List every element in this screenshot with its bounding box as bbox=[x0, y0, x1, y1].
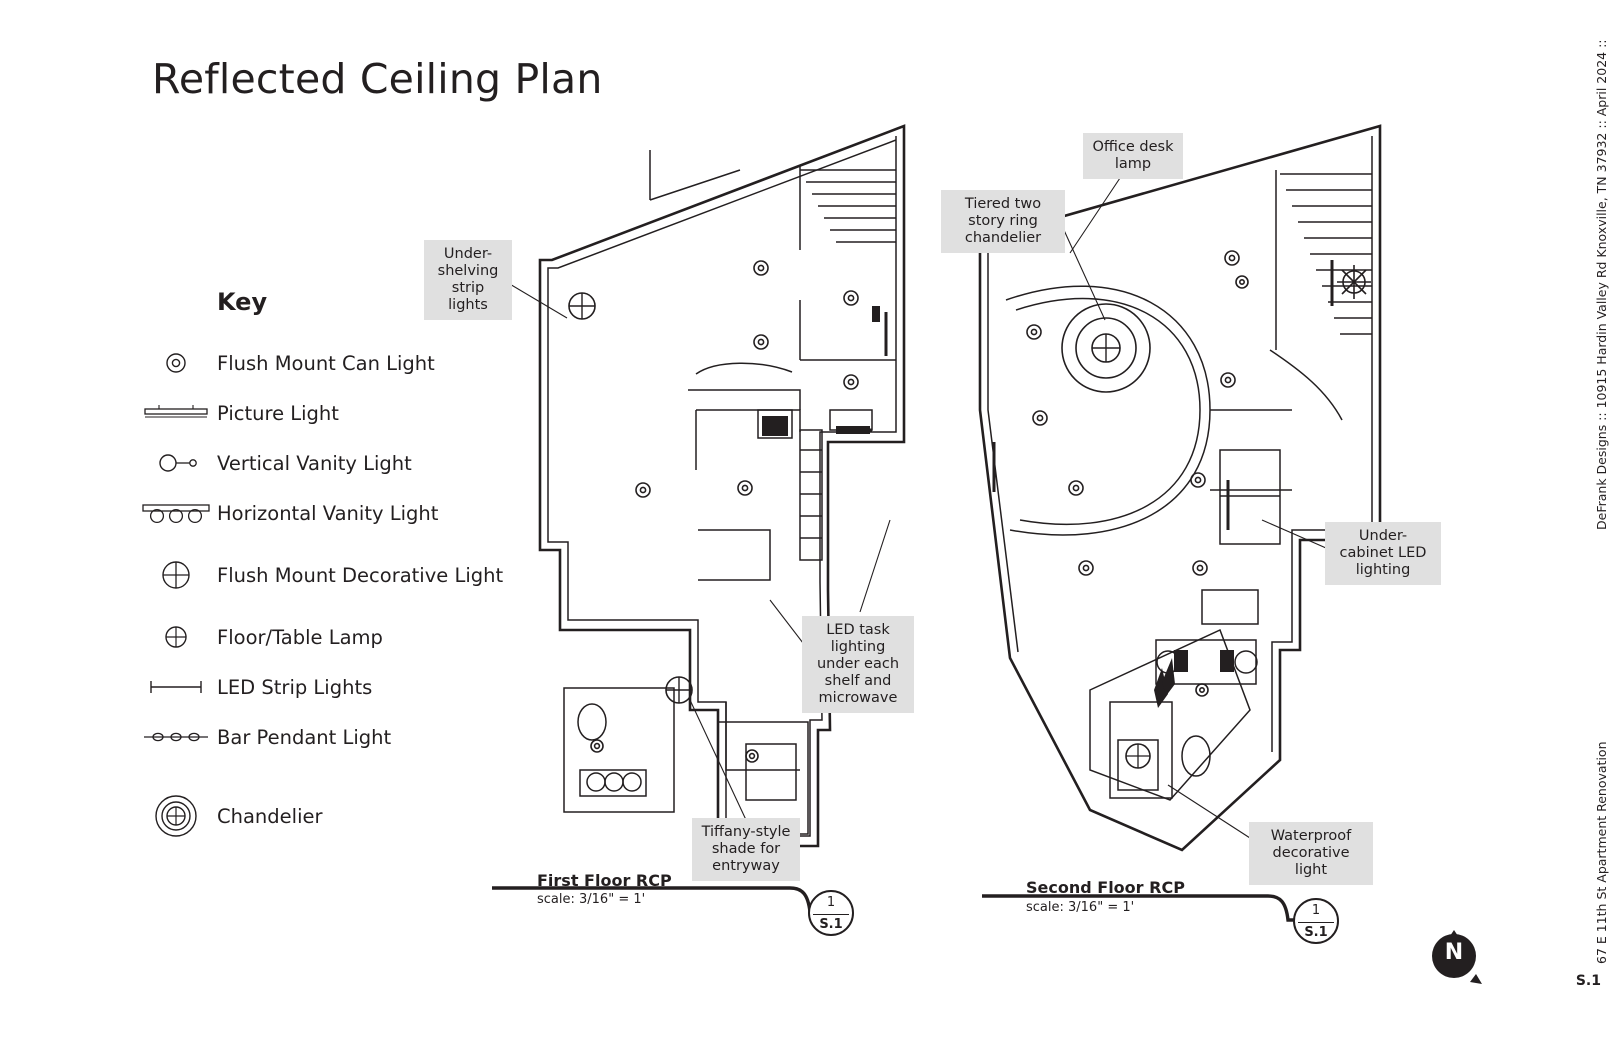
key-item-label: Floor/Table Lamp bbox=[217, 625, 383, 649]
callout-tiffany-style-shade: Tiffany-style shade for entryway bbox=[692, 818, 800, 881]
sheet-bubble-sheet: S.1 bbox=[819, 917, 843, 932]
north-arrow-label: N bbox=[1444, 940, 1464, 965]
first-floor-sheet-bubble bbox=[808, 890, 854, 936]
key-item-label: Picture Light bbox=[217, 401, 339, 425]
second-floor-plan-title: Second Floor RCP bbox=[1026, 878, 1185, 897]
callout-office-desk-lamp: Office desk lamp bbox=[1083, 133, 1183, 179]
sidebar-top-text: DeFrank Designs :: 10915 Hardin Valley Rd Knoxville, TN 37932 :: April 2024 :: bbox=[1594, 39, 1609, 530]
callout-waterproof-decorative-light: Waterproof decorative light bbox=[1249, 822, 1373, 885]
sheet-number: S.1 bbox=[1575, 973, 1601, 989]
key-item-label: Flush Mount Decorative Light bbox=[217, 563, 504, 587]
key-item-label: Chandelier bbox=[217, 804, 323, 828]
callout-under-shelving-strip-lights: Under-shelving strip lights bbox=[424, 240, 512, 320]
first-floor-plan-title: First Floor RCP bbox=[537, 871, 672, 890]
second-floor-sheet-bubble bbox=[1293, 898, 1339, 944]
sidebar-bottom-text: 67 E 11th St Apartment Renovation bbox=[1594, 741, 1609, 964]
key-item-label: Flush Mount Can Light bbox=[217, 351, 435, 375]
key-item-label: Vertical Vanity Light bbox=[217, 451, 412, 475]
sheet-bubble-sheet: S.1 bbox=[1304, 925, 1328, 940]
sheet-bubble-number: 1 bbox=[1311, 903, 1321, 918]
second-floor-title-underline bbox=[980, 890, 1310, 926]
second-floor-plan-scale: scale: 3/16" = 1' bbox=[1026, 900, 1135, 915]
first-floor-title-underline bbox=[490, 882, 830, 918]
key-item-label: LED Strip Lights bbox=[217, 675, 373, 699]
key-heading: Key bbox=[217, 288, 268, 316]
callout-under-cabinet-led: Under-cabinet LED lighting bbox=[1325, 522, 1441, 585]
first-floor-plan-scale: scale: 3/16" = 1' bbox=[537, 892, 646, 907]
key-item-label: Bar Pendant Light bbox=[217, 725, 392, 749]
page-title: Reflected Ceiling Plan bbox=[152, 55, 603, 103]
key-item-label: Horizontal Vanity Light bbox=[217, 501, 439, 525]
north-arrow bbox=[1426, 928, 1482, 984]
callout-led-task-lighting: LED task lighting under each shelf and microwave bbox=[802, 616, 914, 713]
callout-tiered-ring-chandelier: Tiered two story ring chandelier bbox=[941, 190, 1065, 253]
sheet-bubble-number: 1 bbox=[826, 895, 836, 910]
